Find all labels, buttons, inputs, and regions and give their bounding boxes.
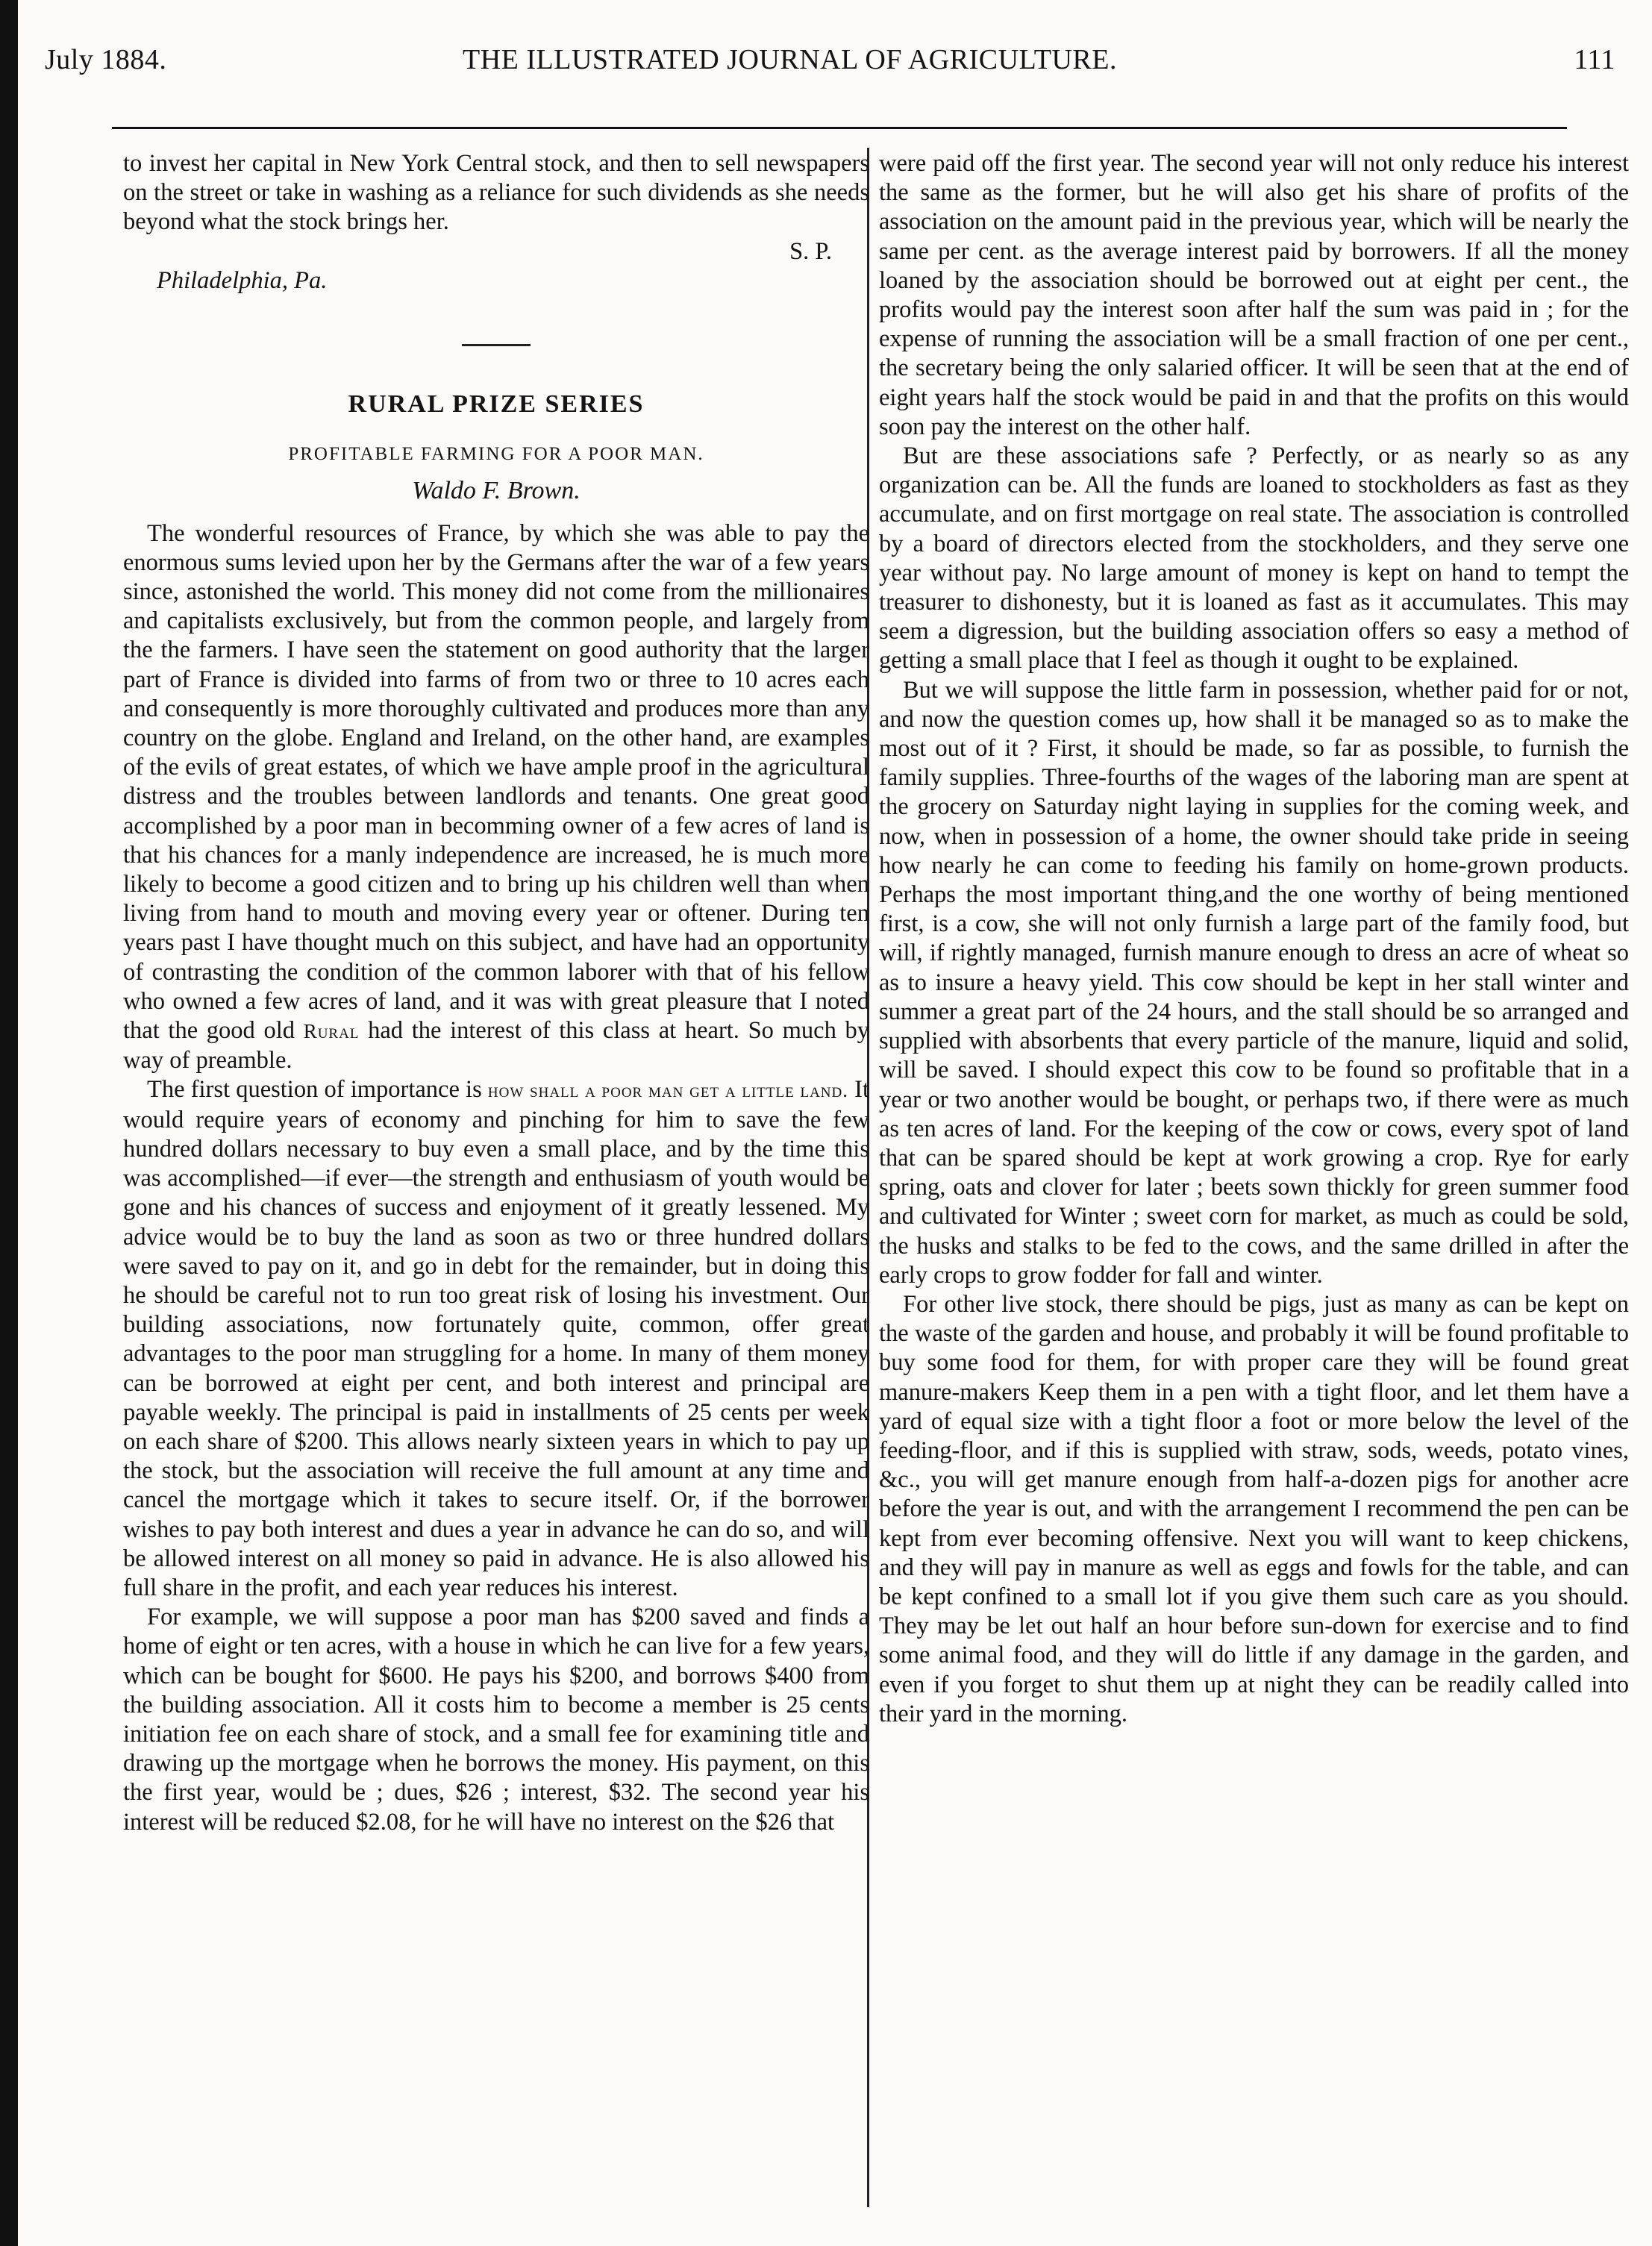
body-paragraph bbox=[123, 519, 869, 1076]
body-paragraph: But we will suppose the little farm in possession, whether paid for or not, and now the question comes up, how shall it be managed so as to make the most out of it ? First, it should be made, so far as possible, to furnish the family supplies. Three-fourths of the wages of the laboring man are spent at the grocery on Saturday night laying in supplies for the coming week, and now, when in possession of a home, the owner should take pride in seeing how nearly he can come to feeding his family on home-grown products. Perhaps the most important thing,and the one worthy of being mentioned first, is a cow, she will not only furnish a large part of the family food, but will, if rightly managed, furnish manure enough to dress an acre of wheat so as to insure a heavy yield. This cow should be kept in her stall winter and summer a great part of the 24 hours, and the stall should be so arranged and supplied with absorbents that every particle of the manure, liquid and solid, will be saved. I should expect this cow to be found so profitable that in a year or two another would be bought, or perhaps two, if there were as much as ten acres of land. For the keeping of the cow or cows, every spot of land that can be spared should be kept at work growing a crop. Rye for early spring, oats and clover for later ; beets sown thickly for green summer food and cultivated for Winter ; sweet corn for market, as much as could be sold, the husks and stalks to be fed to the cows, and the same drilled in after the early crops to grow fodder for fall and winter. bbox=[879, 676, 1629, 1289]
question-heading: how shall a poor man get a little land. bbox=[487, 1079, 848, 1102]
series-title: RURAL PRIZE SERIES bbox=[348, 390, 645, 419]
paragraph-text: had the interest of this class at heart. So much by way of preamble. bbox=[123, 1017, 870, 1074]
page-edge-bar bbox=[0, 0, 18, 2246]
paragraph-text: The wonderful resources of France, by which she was able to pay the enormous sums levied upon her by the Germans after the war of a few years since, astonished the world. This money did not come from the millionaires and capitalists exclusively, but from the common people, and largely from the the farmers. I have seen the statement on good authority that the larger part of France is divided into farms of from two or three to 10 acres each and consequently is more thoroughly cultivated and produces more than any country on the globe. England and Ireland, on the other hand, are examples of the evils of great estates, of which we have ample proof in the agricultural distress and the troubles between landlords and tenants. One great good accomplished by a poor man in becomming owner of a few acres of land is that his chances for a manly independence are increased, he is much more likely to become a good citizen and to bring up his children well than when living from hand to mouth and moving every year or oftener. During ten years past I have thought much on this subject, and have had an opportunity of contrasting the condition of the common laborer with that of his fellow who owned a few acres of land, and it was with great pleasure that I noted that the good old bbox=[123, 519, 869, 1045]
article-title: PROFITABLE FARMING FOR A POOR MAN. bbox=[288, 444, 704, 465]
body-paragraph: were paid off the first year. The second year will not only reduce his interest the same as the former, but he will also get his share of profits of the association on the amount paid in the previous year, which will be nearly the same per cent. as the average interest paid by borrowers. If all the money loaned by the association should be borrowed out at eight per cent., the profits would pay the interest soon after half the sum was paid in ; for the expense of running the association will be a small fraction of one per cent., the secretary being the only salaried officer. It will be seen that at the end of eight years half the stock would be paid in and that the profits on this would soon pay the interest on the other half. bbox=[879, 150, 1629, 440]
signature: S. P. bbox=[789, 237, 832, 265]
opening-paragraph: to invest her capital in New York Central stock, and then to sell newspapers on the street or take in washing as a reliance for such dividends as she needs beyond what the stock brings her. bbox=[123, 150, 869, 236]
paragraph-text: It would require years of economy and pinching for him to save the few hundred dollars necessary to buy even a small place, and by the time this was accomplished—if ever—the strength and enthusiasm of youth would be gone and his chances of success and enjoyment of it greatly lessened. My advice would be to buy the land as soon as two or three hundred dollars were saved to pay on it, and go in debt for the remainder, but in doing this he should be careful not to run too great risk of losing his investment. Our building associations, now fortunately quite, common, offer great advantages to the poor man struggling for a home. In many of them money can be borrowed at eight per cent, and both interest and principal are payable weekly. The principal is paid in installments of 25 cents per week on each share of $200. This allows nearly sixteen years in which to pay up the stock, but the association will receive the full amount at any time and cancel the mortgage which it takes to secure itself. Or, if the borrower wishes to pay both interest and dues a year in advance he can do so, and will be allowed interest on all money so paid in advance. He is also allowed his full share in the profit, and each year reduces his interest. bbox=[123, 1076, 870, 1601]
signature-line bbox=[123, 237, 869, 266]
rural-name: Rural bbox=[303, 1020, 360, 1043]
issue-date: July 1884. bbox=[45, 44, 167, 75]
journal-title: THE ILLUSTRATED JOURNAL OF AGRICULTURE. bbox=[463, 44, 1117, 75]
body-paragraph: For example, we will suppose a poor man has $200 saved and finds a home of eight or ten acres, with a house in which he can live for a few years, which can be bought for $600. He pays his $200, and borrows $400 from the building association. All it costs him to become a member is 25 cents initiation fee on each share of stock, and a small fee for examining title and drawing up the mortgage when he borrows the money. His payment, on this the first year, would be ; dues, $26 ; interest, $32. The second year his interest will be reduced $2.08, for he will have no interest on the $26 that bbox=[123, 1604, 869, 1836]
section-divider bbox=[462, 344, 531, 346]
body-paragraph: For other live stock, there should be pigs, just as many as can be kept on the waste of the garden and house, and probably it will be found profitable to buy some food for them, for with proper care they will be found great manure-makers Keep them in a pen with a tight floor, and let them have a yard of equal size with a tight floor a foot or more below the level of the feeding-floor, and if this is supplied with straw, sods, weeds, potato vines, &c., you will get manure enough from half-a-dozen pigs for another acre before the year is out, and with the arrangement I recommend the pen can be kept from ever becoming offensive. Next you will want to keep chickens, and they will pay in manure as well as eggs and fowls for the table, and can be kept confined to a small lot if you give them such care as you should. They may be let out half an hour before sun-down for exercise and to find some animal food, and they will do little if any damage in the garden, and even if you forget to shut them up at night they can be readily called into their yard in the morning. bbox=[879, 1290, 1629, 1727]
page-number: 111 bbox=[1574, 44, 1615, 75]
header-rule bbox=[112, 127, 1567, 129]
place-line: Philadelphia, Pa. bbox=[157, 266, 328, 294]
paragraph-text: The first question of importance is bbox=[147, 1076, 482, 1104]
running-header bbox=[45, 43, 1615, 96]
left-column bbox=[123, 149, 869, 1837]
body-paragraph: But are these associations safe ? Perfectly, or as nearly so as any organization can be. All the funds are loaned to stockholders as fast as they accumulate, and on first mortgage on real state. The association is controlled by a board of directors elected from the stockholders, and they serve one year without pay. No large amount of money is kept on hand to tempt the treasurer to dishonesty, but it is loaned as fast as it accumulates. This may seem a digression, but the building association offers so easy a method of getting a small place that I feel as though it ought to be explained. bbox=[879, 442, 1629, 675]
right-column bbox=[879, 149, 1629, 1729]
body-paragraph bbox=[123, 1075, 869, 1603]
author-byline: Waldo F. Brown. bbox=[412, 477, 581, 505]
